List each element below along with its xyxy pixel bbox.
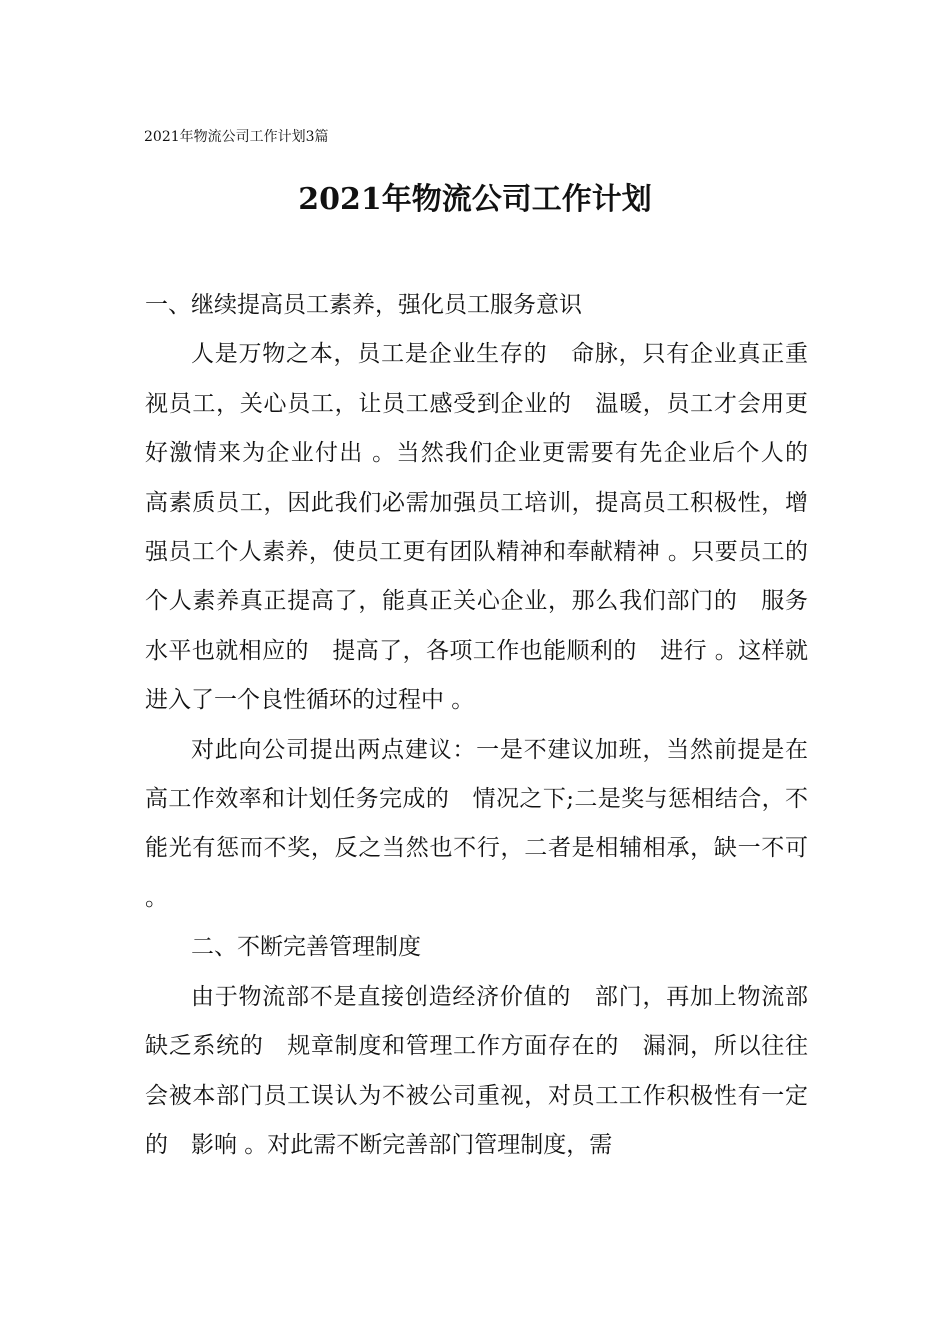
document-title: 2021年物流公司工作计划	[298, 182, 652, 217]
paragraph-1: 人是万物之本，员工是企业生存的 命脉，只有企业真正重视员工，关心员工，让员工感受到企业的 温暖，员工才会用更好激情来为企业付出 。当然我们企业更需要有先企业后个人的 高素质员工，因此我们必需加强员工培训，提高员工积极性，增强员工个人素养，使员工更有团队精神和奉献精神 。只要员工的 个人素养真正提高了，能真正关心企业，那么我们部门的 服务水平也就相应的 提高了，各项工作也能顺利的 进行 。这样就进入了一个良性循环的过程中 。	[145, 341, 831, 714]
document-header: 2021年物流公司工作计划3篇	[144, 129, 329, 145]
paragraph-3: 由于物流部不是直接创造经济价值的 部门，再加上物流部缺乏系统的 规章制度和管理工作方面存在的 漏洞，所以往往会被本部门员工误认为不被公司重视，对员工工作积极性有一定的 影响 。对此需不断完善部门管理制度，需	[145, 983, 808, 1158]
document-body	[145, 281, 831, 1170]
section-heading-2: 二、不断完善管理制度	[191, 934, 421, 961]
paragraph-2: 对此向公司提出两点建议：一是不建议加班，当然前提是在高工作效率和计划任务完成的 情况之下;二是奖与惩相结合，不能光有惩而不奖，反之当然也不行，二者是相辅相承，缺一不可 。	[145, 736, 808, 911]
section-heading-1: 一、继续提高员工素养，强化员工服务意识	[145, 292, 582, 318]
